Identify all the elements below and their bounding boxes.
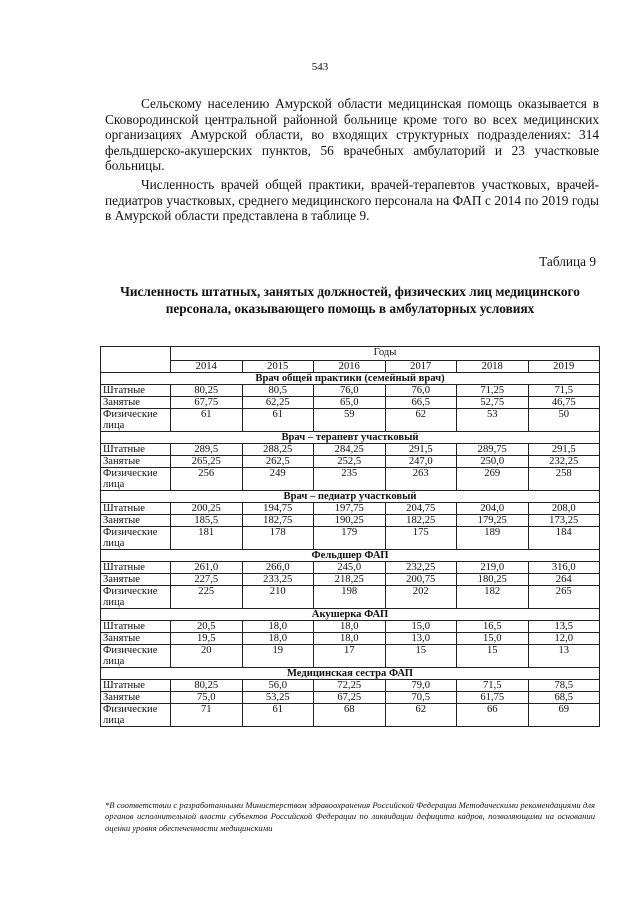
value-cell: 67,25 <box>314 692 386 704</box>
value-cell: 189 <box>457 527 529 550</box>
table-row <box>101 527 600 550</box>
value-cell: 316,0 <box>528 562 600 574</box>
value-cell: 284,25 <box>314 444 386 456</box>
section-title: Фельдшер ФАП <box>101 550 600 562</box>
value-cell: 15,0 <box>457 633 529 645</box>
value-cell: 181 <box>171 527 243 550</box>
value-cell: 71 <box>171 704 243 727</box>
year-cell: 2017 <box>385 361 457 373</box>
value-cell: 264 <box>528 574 600 586</box>
value-cell: 232,25 <box>385 562 457 574</box>
header-empty-cell <box>101 347 171 373</box>
section-title: Врач – педиатр участковый <box>101 491 600 503</box>
value-cell: 208,0 <box>528 503 600 515</box>
value-cell: 13 <box>528 645 600 668</box>
value-cell: 204,0 <box>457 503 529 515</box>
value-cell: 70,5 <box>385 692 457 704</box>
value-cell: 71,5 <box>457 680 529 692</box>
value-cell: 225 <box>171 586 243 609</box>
value-cell: 78,5 <box>528 680 600 692</box>
table-row <box>101 621 600 633</box>
value-cell: 197,75 <box>314 503 386 515</box>
table-row <box>101 645 600 668</box>
value-cell: 71,25 <box>457 385 529 397</box>
value-cell: 200,25 <box>171 503 243 515</box>
row-label: Занятые <box>101 397 171 409</box>
value-cell: 185,5 <box>171 515 243 527</box>
section-title: Врач – терапевт участковый <box>101 432 600 444</box>
page-number: 543 <box>311 61 329 73</box>
value-cell: 13,0 <box>385 633 457 645</box>
years-row <box>101 361 600 373</box>
value-cell: 53 <box>457 409 529 432</box>
row-label: Штатные <box>101 444 171 456</box>
value-cell: 52,75 <box>457 397 529 409</box>
table-row <box>101 680 600 692</box>
section-header-row <box>101 432 600 444</box>
value-cell: 198 <box>314 586 386 609</box>
section-header-row <box>101 668 600 680</box>
value-cell: 182,25 <box>385 515 457 527</box>
year-cell: 2018 <box>457 361 529 373</box>
value-cell: 219,0 <box>457 562 529 574</box>
value-cell: 80,25 <box>171 680 243 692</box>
value-cell: 269 <box>457 468 529 491</box>
value-cell: 175 <box>385 527 457 550</box>
value-cell: 233,25 <box>242 574 314 586</box>
value-cell: 18,0 <box>242 633 314 645</box>
value-cell: 179,25 <box>457 515 529 527</box>
value-cell: 265 <box>528 586 600 609</box>
value-cell: 76,0 <box>385 385 457 397</box>
value-cell: 61 <box>242 409 314 432</box>
table-number: Таблица 9 <box>539 254 596 269</box>
row-label: Физические лица <box>101 527 171 550</box>
value-cell: 261,0 <box>171 562 243 574</box>
value-cell: 71,5 <box>528 385 600 397</box>
footnote: *В соответствии с разработанными Министерством здравоохранения Российской Федерации Методическими рекомендациями для органов исполнительной власти субъектов Российской Федерации по ликвидации дефицита кадров, позволяющими на основании оценки уровня обеспеченности медицинскими <box>105 800 595 833</box>
value-cell: 18,0 <box>242 621 314 633</box>
row-label: Штатные <box>101 385 171 397</box>
value-cell: 249 <box>242 468 314 491</box>
value-cell: 62 <box>385 704 457 727</box>
value-cell: 80,25 <box>171 385 243 397</box>
table-row <box>101 574 600 586</box>
value-cell: 266,0 <box>242 562 314 574</box>
table-header-row <box>101 347 600 361</box>
table-row <box>101 586 600 609</box>
value-cell: 19 <box>242 645 314 668</box>
value-cell: 289,75 <box>457 444 529 456</box>
value-cell: 72,25 <box>314 680 386 692</box>
value-cell: 19,5 <box>171 633 243 645</box>
value-cell: 173,25 <box>528 515 600 527</box>
year-cell: 2014 <box>171 361 243 373</box>
year-cell: 2016 <box>314 361 386 373</box>
value-cell: 61 <box>171 409 243 432</box>
value-cell: 291,5 <box>385 444 457 456</box>
table-title: Численность штатных, занятых должностей, физических лиц медицинского персонала, оказывающего помощь в амбулаторных условиях <box>120 284 580 316</box>
value-cell: 194,75 <box>242 503 314 515</box>
row-label: Штатные <box>101 562 171 574</box>
value-cell: 56,0 <box>242 680 314 692</box>
value-cell: 76,0 <box>314 385 386 397</box>
table-row <box>101 515 600 527</box>
section-header-row <box>101 373 600 385</box>
value-cell: 67,75 <box>171 397 243 409</box>
value-cell: 20 <box>171 645 243 668</box>
value-cell: 79,0 <box>385 680 457 692</box>
row-label: Физические лица <box>101 409 171 432</box>
value-cell: 218,25 <box>314 574 386 586</box>
row-label: Физические лица <box>101 645 171 668</box>
year-cell: 2015 <box>242 361 314 373</box>
value-cell: 247,0 <box>385 456 457 468</box>
row-label: Штатные <box>101 503 171 515</box>
value-cell: 15,0 <box>385 621 457 633</box>
table-row <box>101 456 600 468</box>
row-label: Занятые <box>101 633 171 645</box>
years-header: Годы <box>171 347 600 361</box>
value-cell: 178 <box>242 527 314 550</box>
value-cell: 291,5 <box>528 444 600 456</box>
section-header-row <box>101 609 600 621</box>
value-cell: 20,5 <box>171 621 243 633</box>
section-title: Акушерка ФАП <box>101 609 600 621</box>
value-cell: 210 <box>242 586 314 609</box>
value-cell: 190,25 <box>314 515 386 527</box>
section-header-row <box>101 550 600 562</box>
value-cell: 256 <box>171 468 243 491</box>
value-cell: 204,75 <box>385 503 457 515</box>
value-cell: 184 <box>528 527 600 550</box>
row-label: Занятые <box>101 574 171 586</box>
value-cell: 250,0 <box>457 456 529 468</box>
value-cell: 75,0 <box>171 692 243 704</box>
value-cell: 50 <box>528 409 600 432</box>
value-cell: 61,75 <box>457 692 529 704</box>
value-cell: 18,0 <box>314 621 386 633</box>
value-cell: 69 <box>528 704 600 727</box>
table-row <box>101 503 600 515</box>
table-row <box>101 562 600 574</box>
value-cell: 18,0 <box>314 633 386 645</box>
value-cell: 265,25 <box>171 456 243 468</box>
value-cell: 289,5 <box>171 444 243 456</box>
value-cell: 288,25 <box>242 444 314 456</box>
value-cell: 68 <box>314 704 386 727</box>
table-row <box>101 385 600 397</box>
value-cell: 65,0 <box>314 397 386 409</box>
table-row <box>101 704 600 727</box>
row-label: Штатные <box>101 621 171 633</box>
row-label: Занятые <box>101 456 171 468</box>
row-label: Физические лица <box>101 586 171 609</box>
row-label: Штатные <box>101 680 171 692</box>
value-cell: 235 <box>314 468 386 491</box>
value-cell: 46,75 <box>528 397 600 409</box>
value-cell: 252,5 <box>314 456 386 468</box>
value-cell: 182 <box>457 586 529 609</box>
staffing-table <box>100 346 600 727</box>
value-cell: 262,5 <box>242 456 314 468</box>
table-row <box>101 444 600 456</box>
value-cell: 53,25 <box>242 692 314 704</box>
value-cell: 68,5 <box>528 692 600 704</box>
table-row <box>101 397 600 409</box>
value-cell: 245,0 <box>314 562 386 574</box>
row-label: Физические лица <box>101 704 171 727</box>
section-title: Медицинская сестра ФАП <box>101 668 600 680</box>
value-cell: 15 <box>385 645 457 668</box>
value-cell: 66,5 <box>385 397 457 409</box>
value-cell: 17 <box>314 645 386 668</box>
value-cell: 61 <box>242 704 314 727</box>
value-cell: 179 <box>314 527 386 550</box>
year-cell: 2019 <box>528 361 600 373</box>
value-cell: 15 <box>457 645 529 668</box>
value-cell: 180,25 <box>457 574 529 586</box>
table-row <box>101 633 600 645</box>
row-label: Занятые <box>101 692 171 704</box>
table-row <box>101 409 600 432</box>
intro-paragraph: Сельскому населению Амурской области медицинская помощь оказывается в Сковородинской центральной районной больнице кроме того во всех медицинских организациях Амурской области, во входящих структурных подразделениях: 314 фельдшерско-акушерских пунктов, 56 врачебных амбулаторий и 23 участковые больницы. <box>105 96 599 174</box>
value-cell: 202 <box>385 586 457 609</box>
value-cell: 66 <box>457 704 529 727</box>
table-reference-paragraph: Численность врачей общей практики, врачей-терапевтов участковых, врачей-педиатров участковых, среднего медицинского персонала на ФАП с 2014 по 2019 годы в Амурской области представлена в таблице 9. <box>105 177 599 224</box>
section-title: Врач общей практики (семейный врач) <box>101 373 600 385</box>
value-cell: 12,0 <box>528 633 600 645</box>
value-cell: 258 <box>528 468 600 491</box>
value-cell: 232,25 <box>528 456 600 468</box>
value-cell: 227,5 <box>171 574 243 586</box>
value-cell: 13,5 <box>528 621 600 633</box>
value-cell: 62 <box>385 409 457 432</box>
table-row <box>101 468 600 491</box>
row-label: Занятые <box>101 515 171 527</box>
value-cell: 263 <box>385 468 457 491</box>
value-cell: 182,75 <box>242 515 314 527</box>
value-cell: 59 <box>314 409 386 432</box>
table-row <box>101 692 600 704</box>
value-cell: 80,5 <box>242 385 314 397</box>
value-cell: 200,75 <box>385 574 457 586</box>
section-header-row <box>101 491 600 503</box>
row-label: Физические лица <box>101 468 171 491</box>
value-cell: 62,25 <box>242 397 314 409</box>
value-cell: 16,5 <box>457 621 529 633</box>
